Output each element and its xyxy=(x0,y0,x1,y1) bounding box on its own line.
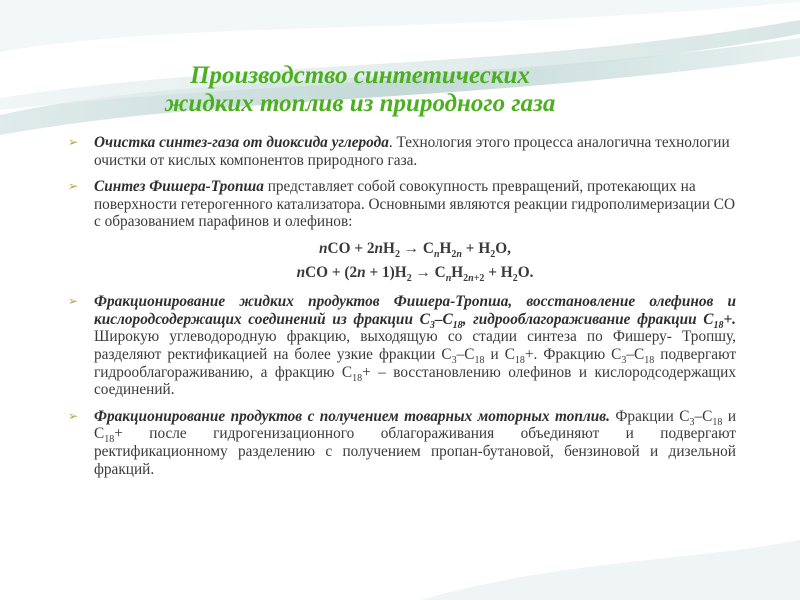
title-line-1: Производство синтетических xyxy=(190,62,530,89)
bullet-fractionation-liquid: ➢ Фракционирование жидких продуктов Фишера-Тропша, восстановление олефинов и кислородсодержащих соединений из фракции $С_3-С_{18}$, гидрооблагораживание фракции $С_{18}+$. Широкую углеводородную фракцию, выходящую со стадии синтеза по Фишеру- Тропшу, разделяют ректификацией на более узкие фракции $С_3-С_{18}$ и $С_{18}+$. Фракцию $С_3-С_{18}$ подвергают гидрооблагораживанию, а фракцию $С_{18}+$ – восстановлению олефинов и кислородсодержащих соединений. xyxy=(68,293,737,399)
formula-olefins: nCO + $2nH_2 \to C_nH_{2n} + H_2O$, xyxy=(319,239,511,261)
bullet-fractionation-motor-fuels: ➢ Фракционирование продуктов с получением товарных моторных топлив. Фракции $С_3-С_{18}$ и $С_{18}+$ после гидрогенизационного облагораживания объединяют и подвергают ректификационному разделению с получением пропан-бутановой, бензиновой и дизельной фракций. xyxy=(68,407,737,478)
bullet-text: представляет собой совокупность превращений, протекающих на поверхности гетерогенного катализатора. Основными являются реакции гидрополимеризации CO с образованием парафинов и олефинов: xyxy=(94,178,736,231)
bullet-fischer-tropsch xyxy=(68,178,736,231)
slide-content xyxy=(68,134,736,487)
bullet-heading: Фракционирование продуктов с получением товарных моторных топлив. xyxy=(94,407,610,425)
arrow-bullet-icon: ➢ xyxy=(68,135,79,149)
arrow-bullet-icon: ➢ xyxy=(68,294,79,309)
arrow-bullet-icon: ➢ xyxy=(68,179,79,194)
slide-title xyxy=(80,62,640,118)
arrow-bullet-icon: ➢ xyxy=(68,408,79,423)
title-line-2: жидких топлив из природного газа xyxy=(164,90,556,117)
bullet-heading: Синтез Фишера-Тропша xyxy=(94,178,264,196)
bullet-co2-cleaning xyxy=(68,134,736,169)
formula-paraffins: nCO + $(2n + 1)H_2 \to C_nH_{2n+2} + H_2O$. xyxy=(296,263,534,284)
bullet-heading: Очистка синтез-газа от диоксида углерода xyxy=(94,134,389,151)
bullet-text: . Технология этого процесса аналогична технологии очистки от кислых компонентов природного газа. xyxy=(94,134,730,169)
